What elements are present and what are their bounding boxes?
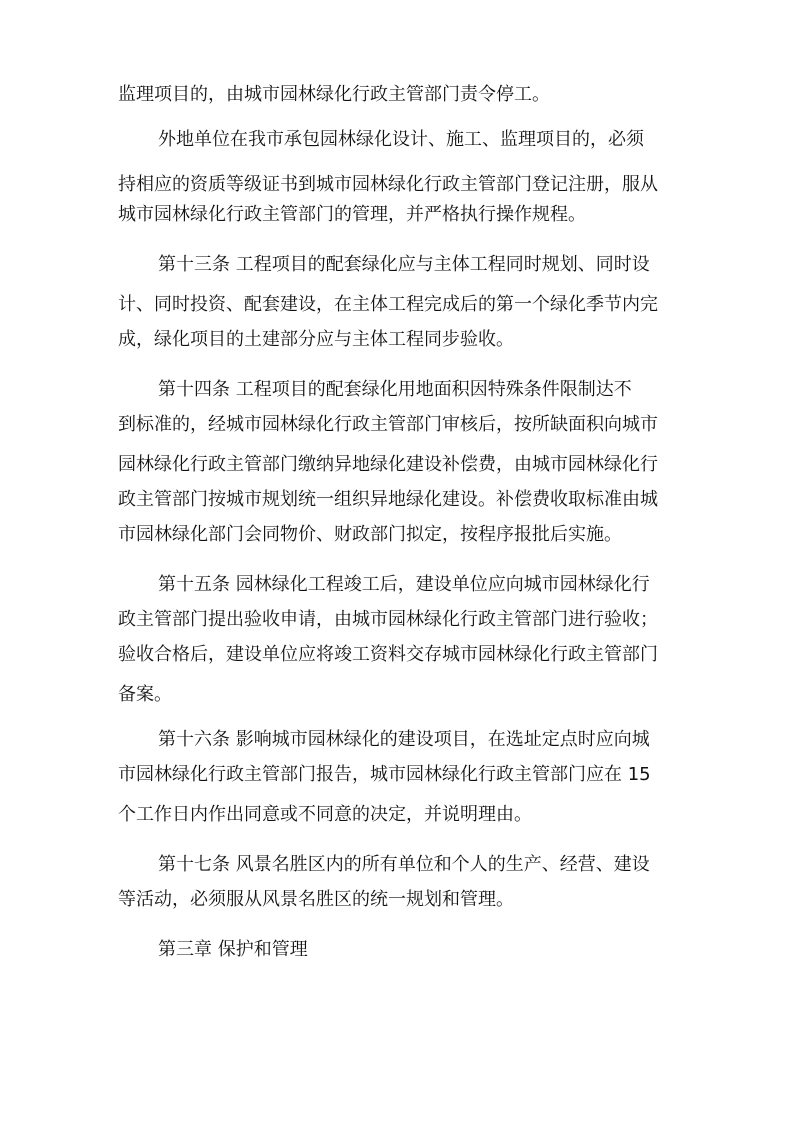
text-line: 计、同时投资、配套建设，在主体工程完成后的第一个绿化季节内完: [118, 294, 658, 315]
text-line: 第十七条 风景名胜区内的所有单位和个人的生产、经营、建设: [158, 854, 650, 875]
text-line: 成，绿化项目的土建部分应与主体工程同步验收。: [118, 329, 514, 350]
text-line: 持相应的资质等级证书到城市园林绿化行政主管部门登记注册，服从: [118, 174, 658, 195]
text-line: 到标准的，经城市园林绿化行政主管部门审核后，按所缺面积向城市: [118, 414, 658, 435]
text-line: 监理项目的，由城市园林绿化行政主管部门责令停工。: [118, 84, 550, 105]
text-line: 等活动，必须服从风景名胜区的统一规划和管理。: [118, 889, 514, 910]
text-line: 市园林绿化部门会同物价、财政部门拟定，按程序报批后实施。: [118, 524, 622, 545]
text-line: 园林绿化行政主管部门缴纳异地绿化建设补偿费，由城市园林绿化行: [118, 454, 658, 475]
text-line: 备案。: [118, 684, 172, 705]
text-line: 外地单位在我市承包园林绿化设计、施工、监理项目的，必须: [158, 129, 644, 150]
text-line: 政主管部门按城市规划统一组织异地绿化建设。补偿费收取标准由城: [118, 489, 658, 510]
text-line: 第十四条 工程项目的配套绿化用地面积因特殊条件限制达不: [158, 379, 632, 400]
text-line: 市园林绿化行政主管部门报告，城市园林绿化行政主管部门应在 15: [118, 764, 651, 785]
text-line: 政主管部门提出验收申请，由城市园林绿化行政主管部门进行验收；: [118, 609, 658, 630]
text-line: 第十三条 工程项目的配套绿化应与主体工程同时规划、同时设: [158, 254, 650, 275]
text-line: 城市园林绿化行政主管部门的管理，并严格执行操作规程。: [118, 204, 586, 225]
chapter-heading: 第三章 保护和管理: [158, 939, 308, 960]
text-line: 第十五条 园林绿化工程竣工后，建设单位应向城市园林绿化行: [158, 574, 650, 595]
text-line: 验收合格后，建设单位应将竣工资料交存城市园林绿化行政主管部门: [118, 644, 658, 665]
text-line: 个工作日内作出同意或不同意的决定，并说明理由。: [118, 804, 532, 825]
text-line: 第十六条 影响城市园林绿化的建设项目，在选址定点时应向城: [158, 729, 650, 750]
